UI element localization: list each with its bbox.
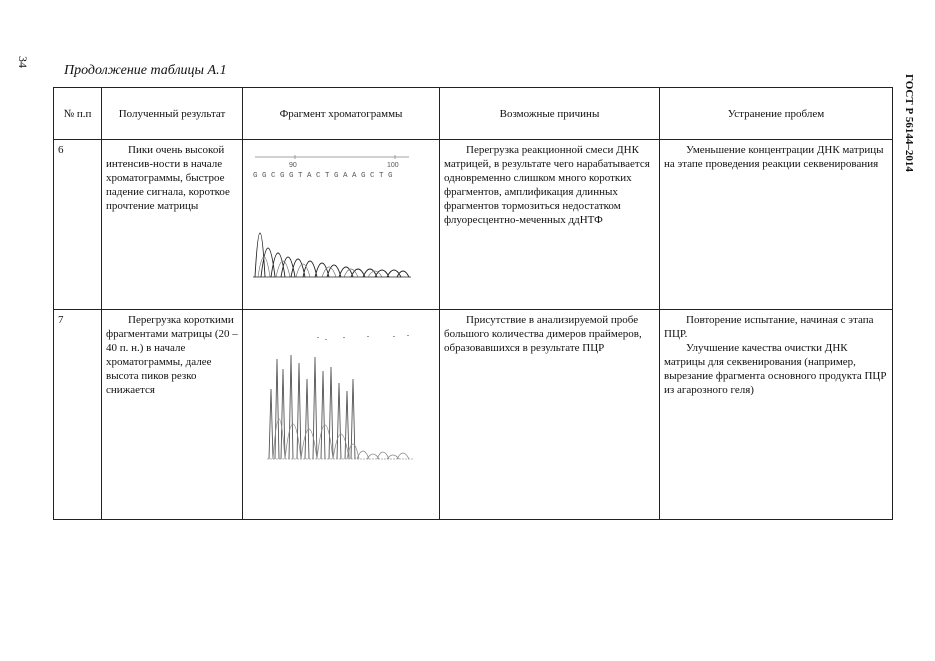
row-causes xyxy=(440,140,660,310)
chromatogram-sequence: G G C G G T A C T G A A G C T G xyxy=(253,172,393,180)
row-number: 6 xyxy=(54,140,102,310)
troubleshooting-table xyxy=(53,87,893,520)
causes-text: Перегрузка реакционной смеси ДНК матрицей, в результате чего нарабатывается одновременно слишком много коротких фрагментов, амплификация длинных фрагментов тормозиться недостатком флуоресцентно-меченных ддНТФ xyxy=(444,144,650,226)
causes-text: Присутствие в анализируемой пробе большого количества димеров праймеров, образовавшихся в результате ПЦР xyxy=(444,314,642,354)
table-header-row xyxy=(54,88,893,140)
fix-text: Уменьшение концентрации ДНК матрицы на этапе проведения реакции секвенирования xyxy=(664,144,884,170)
row-result xyxy=(102,140,243,310)
row-number: 7 xyxy=(54,310,102,520)
header-number: № п.п xyxy=(54,88,102,140)
chromatogram-tick-100: 100 xyxy=(387,162,399,169)
result-text: Перегрузка короткими фрагментами матрицы (20 – 40 п. н.) в начале хроматограммы, далее высота пиков резко снижается xyxy=(106,314,238,396)
row-fix xyxy=(660,140,893,310)
row-result xyxy=(102,310,243,520)
header-chromatogram: Фрагмент хроматограммы xyxy=(243,88,440,140)
chromatogram-image-6 xyxy=(247,149,417,289)
row-fix xyxy=(660,310,893,520)
result-text: Пики очень высокой интенсив-ности в начале хроматограммы, быстрое падение сигнала, короткое прочтение матрицы xyxy=(106,144,230,212)
table-caption: Продолжение таблицы А.1 xyxy=(64,63,227,78)
header-fix: Устранение проблем xyxy=(660,88,893,140)
fix-text: Повторение испытание, начиная с этапа ПЦР. xyxy=(664,314,874,340)
chromatogram-tick-90: 90 xyxy=(289,162,297,169)
row-chromatogram xyxy=(243,140,440,310)
table-row xyxy=(54,310,893,520)
row-chromatogram xyxy=(243,310,440,520)
standard-code: ГОСТ Р 56144–2014 xyxy=(903,74,915,172)
header-causes: Возможные причины xyxy=(440,88,660,140)
row-causes xyxy=(440,310,660,520)
chromatogram-image-7 xyxy=(247,319,417,469)
page-number: 34 xyxy=(16,56,30,68)
table-row xyxy=(54,140,893,310)
header-result: Полученный результат xyxy=(102,88,243,140)
fix-text: Улучшение качества очистки ДНК матрицы для секвенирования (например, вырезание фрагмента основного продукта ПЦР из агарозного геля) xyxy=(664,342,887,396)
